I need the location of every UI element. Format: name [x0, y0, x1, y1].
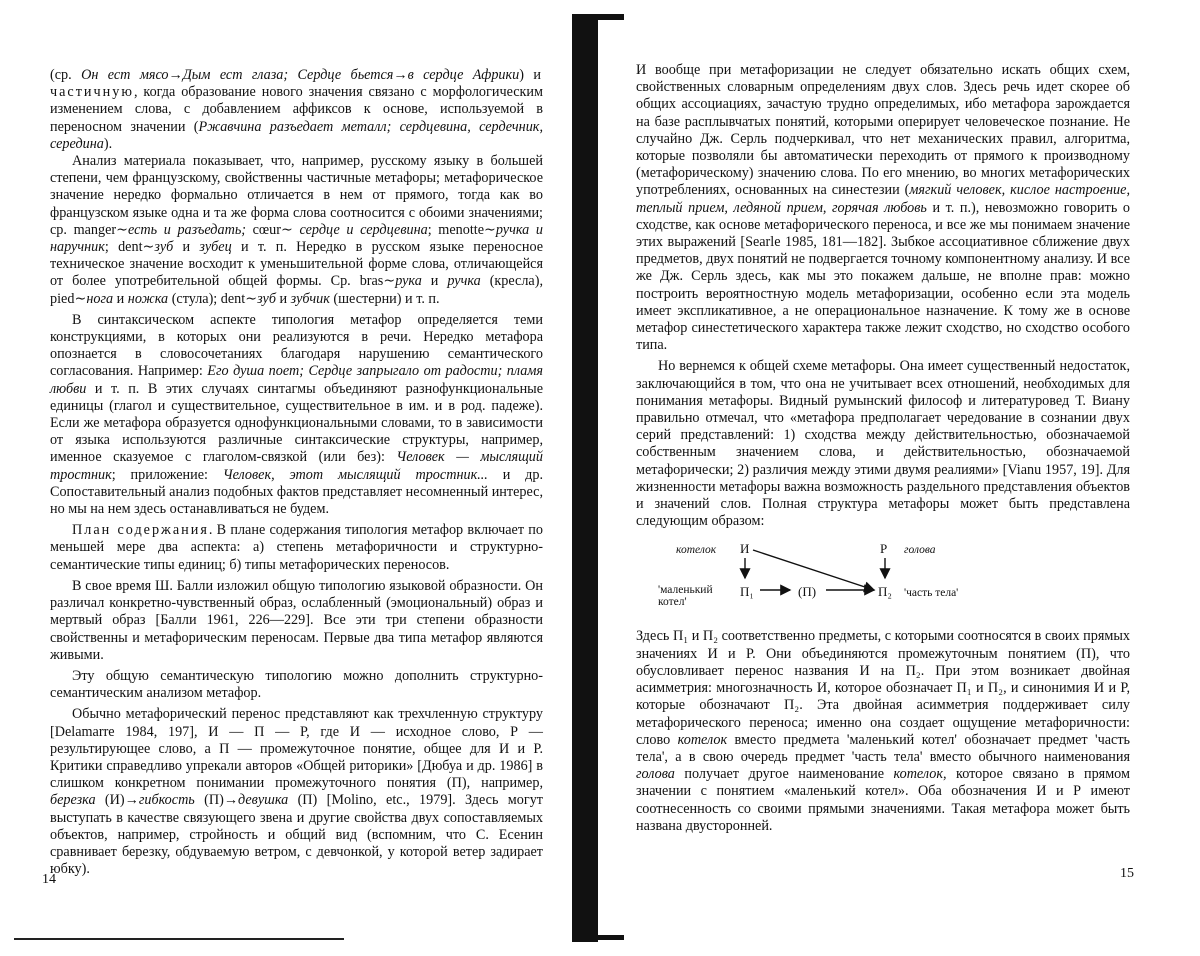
left-page [0, 0, 590, 956]
label-body-part: 'часть тела' [904, 587, 959, 600]
node-I: И [740, 541, 750, 557]
label-golova: голова [904, 544, 936, 557]
label-small-pot: 'маленький котел' [658, 584, 713, 609]
right-page [600, 0, 1200, 956]
left-text-column [50, 67, 543, 878]
node-P2: П₂ [878, 584, 892, 600]
left-paragraph-7: Обычно метафорический перенос представляют как трехчленную структуру [Delamarre 1984, 197], И — П — Р, где И — исходное слово, Р — результирующее слово, а П — промежуточное понятие, общее для И и Р. Критики справедливо упрекали авторов «Общей риторики» [Дюбуа и др. 1986] в слишком конкретном понимании промежуточного понятия (П), например, березка (И)→гибкость (П)→девушка (П) [Molino, etc., 1979]. Здесь могут выступать в качестве связующего звена и другие свойства двух сопоставляемых объектов, например, стройность и общий вид (вспомним, что С. Есенин сравнивает березку, обдуваемую ветром, с девчонкой, у которой ветер задирает юбку). [50, 706, 543, 878]
node-R: Р [880, 541, 888, 557]
left-paragraph-6: Эту общую семантическую типологию можно дополнить структурно-семантическим анализом метафор. [50, 667, 543, 702]
right-paragraph-3: Здесь П₁ и П₂ соответственно предметы, с которыми соотносятся в своих прямых значениях И и Р. Они объединяются промежуточным понятием (П), что обусловливает перенос названия И на П₂. При этом возникает двойная асимметрия: многозначность И, которое обозначает П₁ и П₂, и синонимия И и Р, которые обозначают П₂. Эта двойная асимметрия поддерживает силу метафорического переноса; именно она создает ощущение метафоричности: слово котелок вместо предмета 'маленький котел' обозначает предмет 'часть тела', а в свою очередь предмет 'часть тела' вместо обычного наименования голова получает другое наименование котелок, которое связано в прямом значении с понятием «маленький котел». Оба обозначения И и Р имеют соотнесенность со своими прямыми значениями. Такая метафора может быть названа двусторонней. [636, 628, 1130, 834]
label-kotelok: котелок [676, 544, 717, 557]
section-heading: План содержания [72, 522, 209, 539]
left-paragraph-1: (ср. Он ест мясо→Дым ест глаза; Сердце бьется→в сердце Африки) и частичную, когда образование нового значения связано с морфологическим изменением слова, с добавлением аффиксов к основе, используемой в переносном значении (Ржавчина разъедает металл; сердцевина, сердечник, середина). [50, 67, 543, 152]
right-paragraph-1: И вообще при метафоризации не следует обязательно искать общих схем, свойственных словарным определениям двух слов. Здесь речь идет скорее об общих ассоциациях, зачастую трудно определимых, ибо метафора зарождается на базе расплывчатых понятий, которыми оперирует человеческое познание. Не случайно Дж. Серль подчеркивал, что нет механических правил, алгоритма, которые позволяли бы автоматически переходить от прямого к производному (метафорическому) значению слова. По его мнению, во многих метафорических употреблениях, основанных на синестезии (мягкий человек, кислое настроение, теплый прием, ледяной прием, горячая любовь и т. п.), невозможно говорить о сходстве, как основе метафорического переноса, и все же мы понимаем значение этих выражений [Searle 1985, 181—182]. Зыбкое ассоциативное сближение двух предметов, двух понятий не подвергается точному компонентному анализу. И все же Дж. Серль здесь, как мы это покажем дальше, не вполне прав: можно построить вероятностную модель метафоризации, особенно если эта модель имеет экспликативное, а не операциональное назначение. К тому же в основе метафор синестетического характера также лежит сходство, но сходство особого типа. [636, 62, 1130, 354]
left-paragraph-3: В синтаксическом аспекте типология метафор определяется теми конструкциями, в которых они реализуются в речи. Нередко метафора опознается в словосочетаниях благодаря нарушению семантического согласования. Например: Его душа поет; Сердце запрыгало от радости; пламя любви и т. п. В этих случаях синтагмы объединяют разнофункциональные единицы (глагол и существительное, существительное в им. и в род. падеже). Если же метафора образуется однофункциональными словами, то в зависимости от языка используются различные синтаксические структуры, например, именное сказуемое с глаголом-связкой (или без): Человек — мыслящий тростник; приложение: Человек, этот мыслящий тростник... и др. Сопоставительный анализ подобных фактов представляет несомненный интерес, но мы на нем здесь останавливаться не будем. [50, 311, 543, 518]
left-paragraph-4: План содержания. В плане содержания типология метафор включает по меньшей мере два аспекта: а) степень метафоричности и структурно-семантические типы единиц; б) типы метафорических переносов. [50, 522, 543, 573]
left-paragraph-2: Анализ материала показывает, что, например, русскому языку в большей степени, чем французскому, свойственны частичные метафоры; метафорическое значение нередко формально отличается в нем от прямого, тогда как во французском языке одна и та же форма слова соотносится с обоими значениями; ср. manger∼есть и разъедать; cœur∼ сердце и сердцевина; menotte∼ручка и наручник; dent∼зуб и зубец и т. п. Нередко в русском языке переносное техническое значение восходит к уменьшительной форме слова, отличающейся от более употребительной общей формы. Ср. bras∼рука и ручка (кресла), pied∼нога и ножка (стула); dent∼зуб и зубчик (шестерни) и т. п. [50, 153, 544, 307]
right-text-column [636, 62, 1130, 835]
node-P: (П) [798, 584, 817, 600]
metaphor-diagram [636, 540, 1130, 622]
page-number-right: 15 [1120, 866, 1134, 881]
book-spine-shadow [572, 14, 598, 942]
page-number-left: 14 [42, 872, 56, 887]
node-P1: П₁ [740, 584, 754, 600]
right-paragraph-2: Но вернемся к общей схеме метафоры. Она имеет существенный недостаток, заключающийся в том, что она не учитывает всех отношений, необходимых для понимания метафоры. Видный румынский философ и литературовед Т. Виану правильно отмечал, что «метафора предполагает чередование в сознании двух серий представлений: 1) сходства между действительностью, обозначаемой собственным значением слова, и действительностью, обозначаемой метафорически; 2) различия между этими двумя реалиями» [Vianu 1957, 19]. Для жизненности метафоры важна возможность раздельного представления объектов и значений слов. Полная структура метафоры может быть представлена следующим образом: [636, 358, 1130, 530]
left-paragraph-5: В свое время Ш. Балли изложил общую типологию языковой образности. Он различал конкретно-чувственный образ, ослабленный (эмоциональный) образ и мертвый образ [Балли 1961, 226—229]. Все эти три степени образности свойственны и метафорическим переносам. Первые два типа метафор являются живыми. [50, 577, 543, 663]
bottom-rule [14, 938, 344, 940]
